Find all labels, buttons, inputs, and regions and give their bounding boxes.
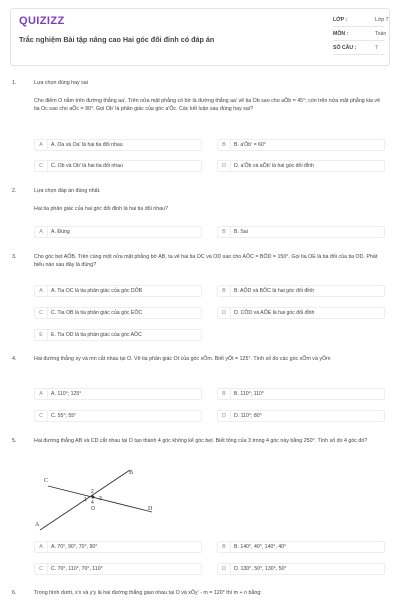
- option-5b[interactable]: B B. 140°, 40°, 140°, 40°: [217, 541, 385, 553]
- option-3c[interactable]: C C. Tia OB là tia phân giác của góc EÔC: [34, 307, 202, 319]
- angle-label-2: 2: [91, 489, 94, 495]
- label-d: D: [148, 506, 153, 512]
- quizizz-logo: QUIZIZZ: [19, 15, 65, 27]
- option-5c[interactable]: C C. 70°, 110°, 70°, 110°: [34, 563, 202, 575]
- option-4d[interactable]: D D. 110°; 80°: [217, 410, 385, 422]
- option-3d[interactable]: D D. CÔD và AÔE là hai góc đối đỉnh: [217, 307, 385, 319]
- question-body: Cho điểm O nằm trên đường thẳng aa'. Trên nửa mặt phẳng có bờ là đường thẳng aa' vẽ tia Ob sao cho aÔb = 45°; còn trên nửa mặt phẳng kia vẽ tia Oc sao cho aÔc = 90°. Gọi Ob' là phân giác của góc a'Ôc. Các kết luận sau đúng hay sai?: [34, 98, 381, 112]
- meta-question-count: SỐ CÂU : 7: [333, 45, 356, 51]
- label-b: B: [129, 470, 134, 476]
- question-number: 4.: [12, 356, 17, 362]
- question-prompt: Lựa chọn đúng hay sai: [34, 80, 88, 86]
- point-o: [92, 496, 95, 499]
- option-2b[interactable]: B B. Sai: [217, 226, 385, 238]
- question-number: 6.: [12, 590, 17, 596]
- intersecting-lines-figure: [34, 468, 174, 536]
- option-3e[interactable]: E E. Tia OD là tia phân giác của góc AÔC: [34, 329, 202, 341]
- angle-label-4: 4: [91, 500, 94, 506]
- question-number: 3.: [12, 254, 17, 260]
- question-body: Hai tia phân giác của hai góc đối đỉnh là hai tia đối nhau?: [34, 206, 168, 212]
- question-prompt: Hai đường thẳng xy và mn cắt nhau tại O. Vẽ tia phân giác Ot của góc xÔm. Biết yÔt = 125°. Tính số đo các góc xÔm và yÔm: [34, 356, 331, 362]
- option-4a[interactable]: A A. 110°; 125°: [34, 388, 202, 400]
- question-number: 2.: [12, 188, 17, 194]
- question-prompt: Cho góc bẹt AÔB. Trên cùng một nửa mặt phẳng bờ AB, ta vẽ hai tia OC và OD sao cho AÔC = BÔD = 150°. Gọi tia OE là tia đối của tia OD. Phát biểu nào sau đây là đúng?: [34, 254, 378, 268]
- option-1a[interactable]: A A. Oa và Oa' là hai tia đối nhau: [34, 139, 202, 151]
- label-o: O: [91, 506, 95, 512]
- question-number: 1.: [12, 80, 17, 86]
- question-prompt: Hai đường thẳng AB và CD cắt nhau tại O tạo thành 4 góc không kể góc bẹt. Biết tổng của 3 trong 4 góc này bằng 250°. Tính số đo 4 góc đó?: [34, 438, 368, 444]
- angle-label-1: 1: [84, 497, 87, 503]
- worksheet-title: Trắc nghiệm Bài tập nâng cao Hai góc đối đỉnh có đáp án: [19, 35, 215, 44]
- option-4c[interactable]: C C. 55°; 55°: [34, 410, 202, 422]
- question-prompt: Trong hình dưới, x'x và y'y là hai đường thẳng giao nhau tại O và xÔy' - m = 120° thì m + n bằng:: [34, 590, 262, 596]
- option-3a[interactable]: A A. Tia OC là tia phân giác của góc DÔB: [34, 285, 202, 297]
- label-a: A: [35, 522, 40, 528]
- worksheet-header: [10, 8, 390, 66]
- question-number: 5.: [12, 438, 17, 444]
- option-3b[interactable]: B B. AÔD và BÔC là hai góc đối đỉnh: [217, 285, 385, 297]
- option-5a[interactable]: A A. 70°, 90°, 70°, 90°: [34, 541, 202, 553]
- label-c: C: [44, 478, 49, 484]
- option-1c[interactable]: C C. Ob và Ob' là hai tia đối nhau: [34, 160, 202, 172]
- meta-subject: MÔN : Toán: [333, 31, 348, 37]
- option-1b[interactable]: B B. a'Ôb' = 60°: [217, 139, 385, 151]
- option-2a[interactable]: A A. Đúng: [34, 226, 202, 238]
- angle-label-3: 3: [99, 496, 102, 502]
- option-4b[interactable]: B B. 110°; 110°: [217, 388, 385, 400]
- meta-class: LỚP : Lớp 7: [333, 17, 347, 23]
- option-5d[interactable]: D D. 130°, 50°, 130°, 50°: [217, 563, 385, 575]
- question-prompt: Lựa chọn đáp án đúng nhất.: [34, 188, 101, 194]
- option-1d[interactable]: D D. a'Ôb và aÔb' là hai góc đối đỉnh: [217, 160, 385, 172]
